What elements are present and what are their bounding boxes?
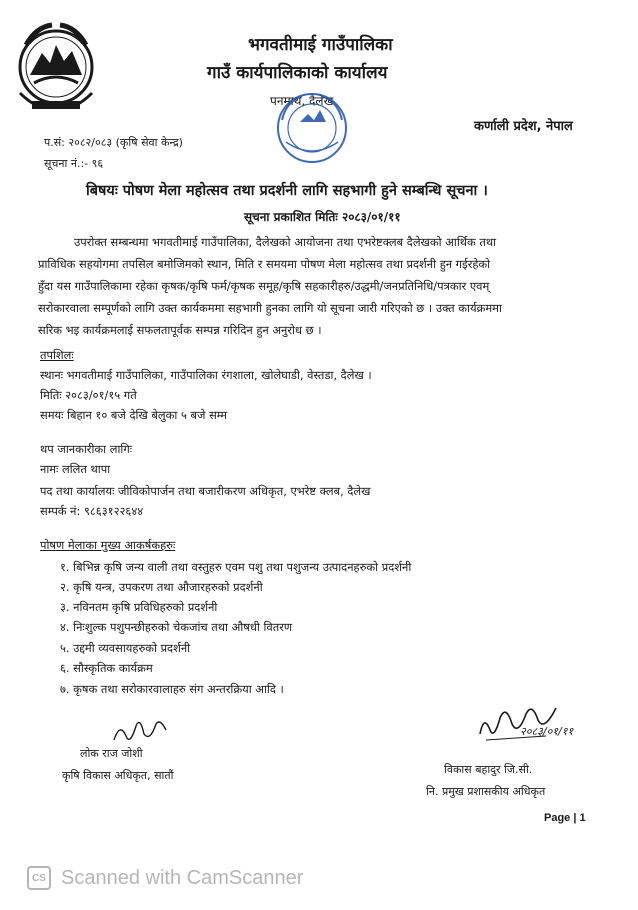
body-line: प्राविधिक सहयोगमा तपसिल बमोजिमको स्थान, मिति र समयमा पोषण मेला महोत्सव तथा प्रदर्शनी हुन गईरहेको [38,257,491,271]
contact-heading: थप जानकारीका लागिः [40,442,133,456]
published-date: सूचना प्रकाशित मितिः २०८३/०१/११ [244,210,401,224]
details-heading: तपशिलः [40,348,74,362]
signature-date: २०८३/०१/११ [520,725,574,738]
attraction-item: २. कृषि यन्त्र, उपकरण तथा औजारहरुको प्रदर्शनी [60,580,263,594]
left-signatory-title: कृषि विकास अधिकृत, सातौं [62,769,174,782]
body-line: हुँदा यस गाउँपालिकामा रहेका कृषक/कृषि फर्म/कृषक समूह/कृषि सहकारीहरु/उद्धमी/जनप्रतिनिधि/पत्रकार एवम् [38,279,490,293]
nepal-emblem-logo [12,15,100,115]
body-line: उपरोक्त सम्बन्धमा भगवतीमाई गाउँपालिका, दैलेखको आयोजना तथा एभरेष्टक्लब दैलेखको आर्थिक तथा [74,235,497,249]
attractions-heading: पोषण मेलाका मुख्य आकर्षकहरुः [40,538,176,552]
camscanner-logo-icon: CS [27,866,51,890]
camscanner-text: Scanned with CamScanner [61,866,304,889]
attraction-item: ४. निःशुल्क पशुपन्छीहरुको चेकजांच तथा औषधी वितरण [60,620,293,634]
body-paragraph [38,231,606,341]
event-place: स्थानः भगवतीमाई गाउँपालिका, गाउँपालिका रंगशाला, खोलेघाडी, वेस्तडा, दैलेख । [40,368,372,382]
org-name: भगवतीमाई गाउँपालिका [248,35,393,55]
body-line: सरिक भइ कार्यक्रमलाई सफलतापूर्वक सम्पन्न गरिदिन हुन अनुरोध छ । [38,323,322,337]
attraction-item: ३. नविनतम कृषि प्रविधिहरुको प्रदर्शनी [60,600,218,614]
camscanner-watermark [27,866,303,890]
office-seal-stamp [256,80,368,172]
left-signatory-name: लोक राज जोशी [80,747,143,760]
page-number: Page | 1 [544,812,586,824]
attraction-item: ६. सौस्कृतिक कार्यक्रम [60,661,153,675]
attraction-item: १. बिभिन्न कृषि जन्य वाली तथा वस्तुहरु एवम पशु तथा पशुजन्य उत्पादनहरुको प्रदर्शनी [60,560,412,574]
office-address: पनमाथ, दैलेख [270,94,334,108]
attraction-item: ५. उद्दमी व्यवसायहरुको प्रदर्शनी [60,641,191,655]
right-signatory-title: नि. प्रमुख प्रशासकीय अधिकृत [426,785,546,798]
left-signature [110,712,170,748]
reference-number: प.सं: २०८२/०८३ (कृषि सेवा केन्द्र) [44,136,183,149]
notice-subject: बिषयः पोषण मेला महोत्सव तथा प्रदर्शनी लागि सहभागी हुने सम्बन्धि सूचना । [86,183,488,199]
right-signature [476,700,562,746]
attraction-item: ७. कृषक तथा सरोकारवालाहरु संग अन्तरक्रिया आदि । [60,682,284,696]
province-name: कर्णाली प्रदेश, नेपाल [474,119,573,134]
event-time: समयः बिहान १० बजे देखि बेलुका ५ बजे सम्म [40,408,228,422]
body-line: सरोकारवाला सम्पूर्णको लागि उक्त कार्यकममा सहभागी हुनका लागि यो सूचना जारी गरिएको छ । उक्त कार्यक्रममा [38,301,502,315]
contact-phone: सम्पर्क नं: ९८६३१२२६४४ [40,504,144,518]
right-signatory-name: विकास बहादुर जि.सी. [444,763,533,776]
event-date: मितिः २०८३/०१/१५ गते [40,388,137,402]
notice-number: सूचना नं.:- ९६ [44,157,104,170]
office-name: गाउँ कार्यपालिकाको कार्यालय [207,63,388,83]
contact-position: पद तथा कार्यालयः जीविकोपार्जन तथा बजारीकरण अधिकृत, एभरेष्ट क्लब, दैलेख [40,484,371,498]
contact-name: नामः ललित थापा [40,462,111,476]
